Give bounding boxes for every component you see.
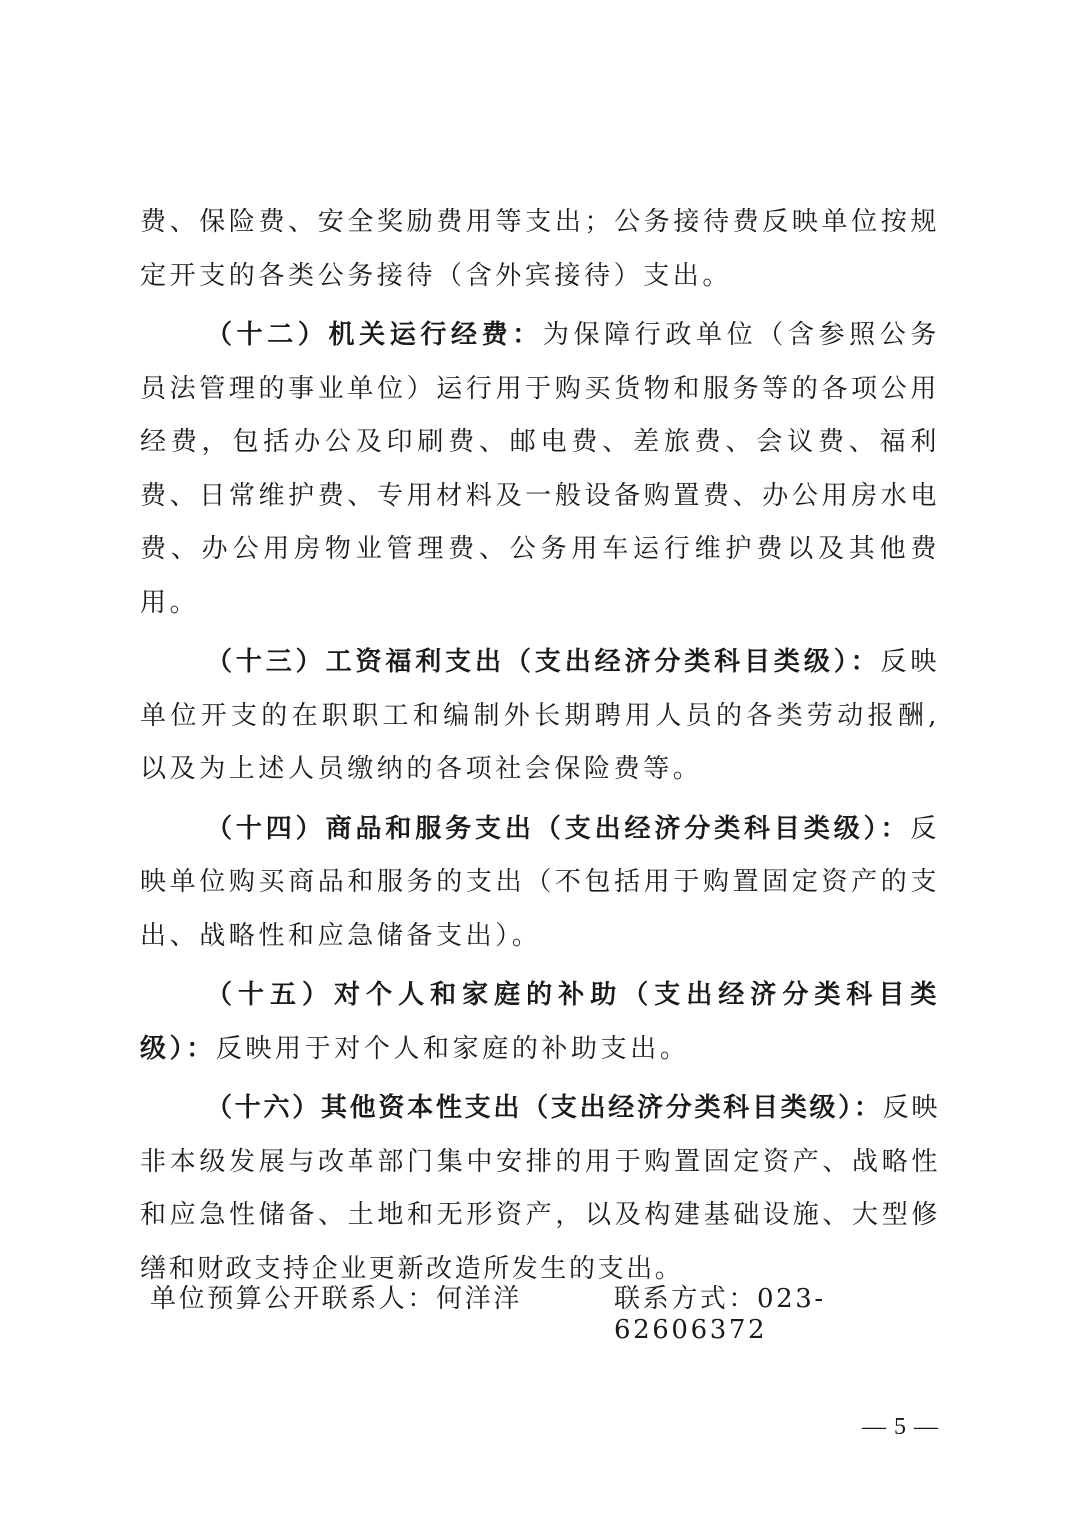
paragraph-text: 反映单位开支的在职职工和编制外长期聘用人员的各类劳动报酬,以及为上述人员缴纳的各项社会保险费等。 (140, 647, 940, 784)
paragraph-text: 费、保险费、安全奖励费用等支出；公务接待费反映单位按规定开支的各类公务接待（含外宾接待）支出。 (140, 207, 940, 291)
paragraph-heading: （十二）机关运行经费： (206, 320, 543, 350)
paragraph-heading: （十三）工资福利支出（支出经济分类科目类级）： (206, 647, 881, 677)
paragraph-text: 反映单位购买商品和服务的支出（不包括用于购置固定资产的支出、战略性和应急储备支出）。 (140, 813, 940, 951)
paragraph-item-16 (140, 1082, 940, 1296)
contact-person: 单位预算公开联系人：何洋洋 (150, 1284, 522, 1314)
contact-phone: 联系方式：023-62606372 (614, 1284, 826, 1345)
contact-line (150, 1278, 930, 1345)
page-number: — 5 — (862, 1414, 939, 1440)
paragraph-item-12 (140, 309, 940, 630)
paragraph-text: 反映用于对个人和家庭的补助支出。 (215, 1033, 690, 1064)
paragraph-item-13 (140, 636, 940, 797)
paragraph-item-14 (140, 803, 940, 964)
paragraph-text: 反映非本级发展与改革部门集中安排的用于购置固定资产、战略性和应急性储备、土地和无形资产，以及构建基础设施、大型修缮和财政支持企业更新改造所发生的支出。 (140, 1093, 940, 1284)
paragraph-heading: （十四）商品和服务支出（支出经济分类科目类级）： (206, 813, 911, 844)
paragraph-heading: （十五）对个人和家庭的补助（支出经济分类科目类级）： (140, 980, 940, 1064)
paragraph-continuation (140, 196, 940, 303)
document-body (140, 196, 940, 1302)
paragraph-heading: （十六）其他资本性支出（支出经济分类科目类级）： (206, 1093, 883, 1123)
paragraph-item-15 (140, 969, 940, 1076)
paragraph-text: 为保障行政单位（含参照公务员法管理的事业单位）运行用于购买货物和服务等的各项公用经费，包括办公及印刷费、邮电费、差旅费、会议费、福利费、日常维护费、专用材料及一般设备购置费、办公用房水电费、办公用房物业管理费、公务用车运行维护费以及其他费用。 (140, 320, 940, 618)
